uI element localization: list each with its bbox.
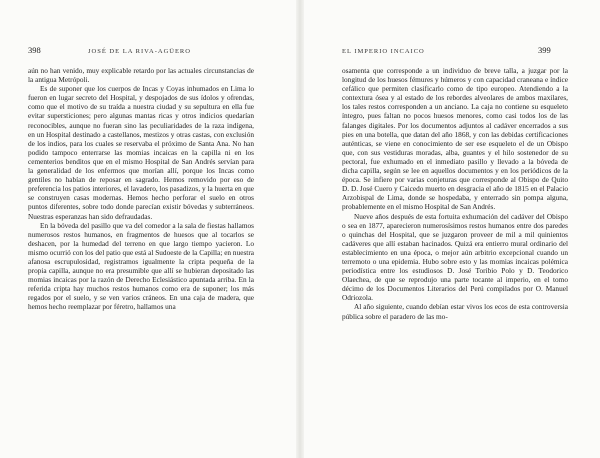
- body-text: [342, 66, 568, 321]
- running-head: JOSÉ DE LA RIVA-AGÜERO: [88, 48, 191, 55]
- page-number: 399: [538, 45, 551, 55]
- paragraph: osamenta que corresponde a un individuo de breve talla, a juzgar por la longitud de los huesos fémures y húmeros y con capacidad craneana e índice cefálico que permiten clasificarlo como de tipo europeo. Atendiendo a la contextura ósea y al estado de los rebordes alveolares de ambos maxilares, los tales restos corresponden a un anciano. La caja no contiene su esqueleto íntegro, pues faltan no pocos huesos menores, como casi todos los de las falanges digitales. Por los documentos adjuntos al cadáver encerrados a sus pies en una botella, que datan del año 1868, y con las debidas certificaciones auténticas, se viene en conocimiento de ser ese esqueleto el de un Obispo que, con sus vestiduras moradas, alba, guantes y el hilo sostenedor de su pectoral, fue exhumado en el inmediato pasillo y llevado a la bóveda de dicha capilla, según se lee en aquellos documentos y en los periódicos de la época. Se infiere por varias conjeturas que corresponde al Obispo de Quito D. D. José Cuero y Caicedo muerto en desgracia el año de 1815 en el Palacio Arzobispal de Lima, donde se hospedaba, y enterrado sin pompa alguna, probablemente en el mismo Hospital de San Andrés.: [342, 66, 568, 212]
- body-text: [28, 66, 254, 312]
- paragraph: Al año siguiente, cuando debían estar vivos los ecos de esta controversia pública sobre el paradero de las mo-: [342, 302, 568, 321]
- right-page: [300, 0, 600, 458]
- paragraph: Es de suponer que los cuerpos de Incas y Coyas inhumados en Lima lo fueron en lugar secreto del Hospital, y despojados de sus ídolos y ofrendas, como que el motivo de su traída a nuestra ciudad y su sepultura en ella fue evitar supersticiones; pero algunas mantas ricas y otros indicios quedarían reconocibles, aunque no fueran sino las peculiaridades de la raza indígena, en un Hospital destinado a castellanos, mestizos y otras castas, con exclusión de los indios, para los cuales se reservaba el próximo de Santa Ana. No han podido tampoco enterrarse las momias incaicas en la capilla ni en los cementerios benditos que en el mismo Hospital de San Andrés servían para la generalidad de los enfermos que morían allí, porque los Incas como gentiles no habían de reposar en sagrado. Hemos removido por eso de preferencia los patios interiores, el lavadero, los pasadizos, y la huerta en que se construyen casas modernas. Hemos hecho perforar el suelo en otros puntos diferentes, sobre todo donde parecían existir bóvedas y subterráneos. Nuestras esperanzas han sido defraudadas.: [28, 84, 254, 221]
- page-number: 398: [28, 45, 41, 55]
- paragraph: Nueve años después de esta fortuita exhumación del cadáver del Obispo o sea en 1877, aparecieron numerosísimos restos humanos entre dos paredes o quinchas del Hospital, que se juzgaron proveer de mil a mil quinientos cadáveres que allí estaban hacinados. Quizá era entierro mural ordinario del establecimiento en una época, o mejor aún arbitrio excepcional cuando un terremoto o una epidemia. Hubo sobre esto y las momias incaicas polémica periodística entre los estudiosos D. José Toribio Polo y D. Teodorico Olaechea, de que se reprodujo una parte tocante al imperio, en el tomo décimo de los Documentos Literarios del Perú compilados por O. Manuel Odriozola.: [342, 211, 568, 303]
- paragraph: aún no han venido, muy explicable retardo por las actuales circunstancias de la antigua Metrópoli.: [28, 66, 254, 85]
- paragraph: En la bóveda del pasillo que va del comedor a la sala de fiestas hallamos numerosos restos humanos, en fragmentos de huesos que al tocarlos se deshacen, por la humedad del terreno en que largo tiempo yacieron. Lo mismo ocurrió con los del patio que está al Sudoeste de la Capilla; en nuestra afanosa escrupulosidad, registramos igualmente la cripta pequeña de la propia capilla, aunque no era presumible que allí se hubieran depositado las momias incaicas por la razón de Derecho Eclesiástico apuntada arriba. En la referida cripta hay muchos restos humanos como era de suponer; los más regados por el suelo, y se ven varios cráneos. En una caja de madera, que hemos hecho reemplazar por féretro, hallamos una: [28, 220, 254, 312]
- running-head: EL IMPERIO INCAICO: [342, 48, 425, 55]
